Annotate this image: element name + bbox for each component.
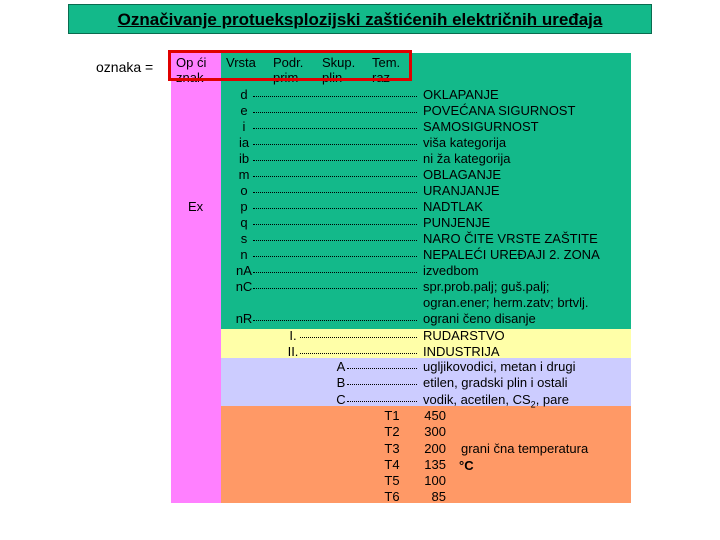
dotted-leader <box>253 256 417 257</box>
dotted-leader <box>347 384 417 385</box>
temp-value: 200 <box>424 441 446 456</box>
temp-value: 100 <box>424 473 446 488</box>
oznaka-label: oznaka = <box>96 59 154 75</box>
dotted-leader <box>253 224 417 225</box>
page-title: Označivanje protueksplozijski zaštićenih električnih uređaja <box>68 4 652 34</box>
ex-label: Ex <box>188 199 204 214</box>
type-code: o <box>240 183 248 198</box>
type-code: nR <box>235 311 253 326</box>
dotted-leader <box>253 144 417 145</box>
dotted-leader <box>300 353 417 354</box>
temp-class: T4 <box>384 457 400 472</box>
header-area: Podr. prim <box>273 55 304 85</box>
temp-value: 85 <box>431 489 446 504</box>
type-description: SAMOSIGURNOST <box>423 119 539 134</box>
dotted-leader <box>253 128 417 129</box>
type-code: nA <box>236 263 252 278</box>
type-description: ograni čeno disanje <box>423 311 536 326</box>
type-code: i <box>242 119 246 134</box>
type-code: nC <box>235 279 253 294</box>
type-description: POVEĆANA SIGURNOST <box>423 103 576 118</box>
type-code: d <box>240 87 248 102</box>
marking-highlight-box <box>168 50 412 81</box>
dotted-leader <box>253 208 417 209</box>
temp-value: 300 <box>424 424 446 439</box>
type-description: NADTLAK <box>423 199 483 214</box>
type-code: p <box>240 199 248 214</box>
type-description: OKLAPANJE <box>423 87 499 102</box>
temp-note: grani čna temperatura <box>461 441 589 456</box>
header-temp-class: Tem. raz <box>372 55 401 85</box>
temp-value: 135 <box>424 457 446 472</box>
type-code: ia <box>238 135 250 150</box>
temp-class: T3 <box>384 441 400 456</box>
area-II: II. <box>287 344 299 359</box>
subscript: 2 <box>530 399 536 410</box>
temp-class: T1 <box>384 408 400 423</box>
dotted-leader <box>253 96 417 97</box>
dotted-leader <box>253 192 417 193</box>
header-gas-group: Skup. plin <box>322 55 356 85</box>
type-code: n <box>240 247 248 262</box>
dotted-leader <box>253 176 417 177</box>
gas-group-A: A <box>336 359 346 374</box>
type-description: URANJANJE <box>423 183 500 198</box>
temp-value: 450 <box>424 408 446 423</box>
area-I: I. <box>289 328 297 343</box>
type-description: spr.prob.palj; guš.palj; <box>423 279 550 294</box>
dotted-leader <box>253 288 417 289</box>
header-type: Vrsta <box>226 55 256 70</box>
type-description: izvedbom <box>423 263 479 278</box>
temp-class: T2 <box>384 424 400 439</box>
header-general-sign: Op ći znak <box>176 55 207 85</box>
gas-group-text: , pare <box>535 392 569 407</box>
dotted-leader <box>300 337 417 338</box>
type-description: OBLAGANJE <box>423 167 502 182</box>
type-description: PUNJENJE <box>423 215 491 230</box>
dotted-leader <box>347 401 417 402</box>
dotted-leader <box>253 272 417 273</box>
type-description: ogran.ener; herm.zatv; brtvlj. <box>423 295 589 310</box>
gas-group-B: B <box>336 375 346 390</box>
type-description: NEPALEĆI UREĐAJI 2. ZONA <box>423 247 600 262</box>
gas-group-text: vodik, acetilen, CS <box>423 392 531 407</box>
gas-group-C: C <box>336 392 346 407</box>
temp-class: T6 <box>384 489 400 504</box>
temp-unit: °C <box>459 458 474 473</box>
type-description: ni ža kategorija <box>423 151 511 166</box>
dotted-leader <box>253 160 417 161</box>
type-code: q <box>240 215 248 230</box>
type-code: ib <box>238 151 250 166</box>
area-description: RUDARSTVO <box>423 328 505 343</box>
type-description: NARO ČITE VRSTE ZAŠTITE <box>423 231 598 246</box>
general-sign-column <box>171 53 221 503</box>
gas-group-description: ugljikovodici, metan i drugi <box>423 359 576 374</box>
dotted-leader <box>253 112 417 113</box>
type-code: e <box>240 103 248 118</box>
type-code: s <box>240 231 248 246</box>
type-code: m <box>238 167 250 182</box>
dotted-leader <box>253 240 417 241</box>
dotted-leader <box>347 368 417 369</box>
temp-class: T5 <box>384 473 400 488</box>
gas-group-description: etilen, gradski plin i ostali <box>423 375 568 390</box>
dotted-leader <box>253 320 417 321</box>
type-description: viša kategorija <box>423 135 507 150</box>
area-description: INDUSTRIJA <box>423 344 500 359</box>
